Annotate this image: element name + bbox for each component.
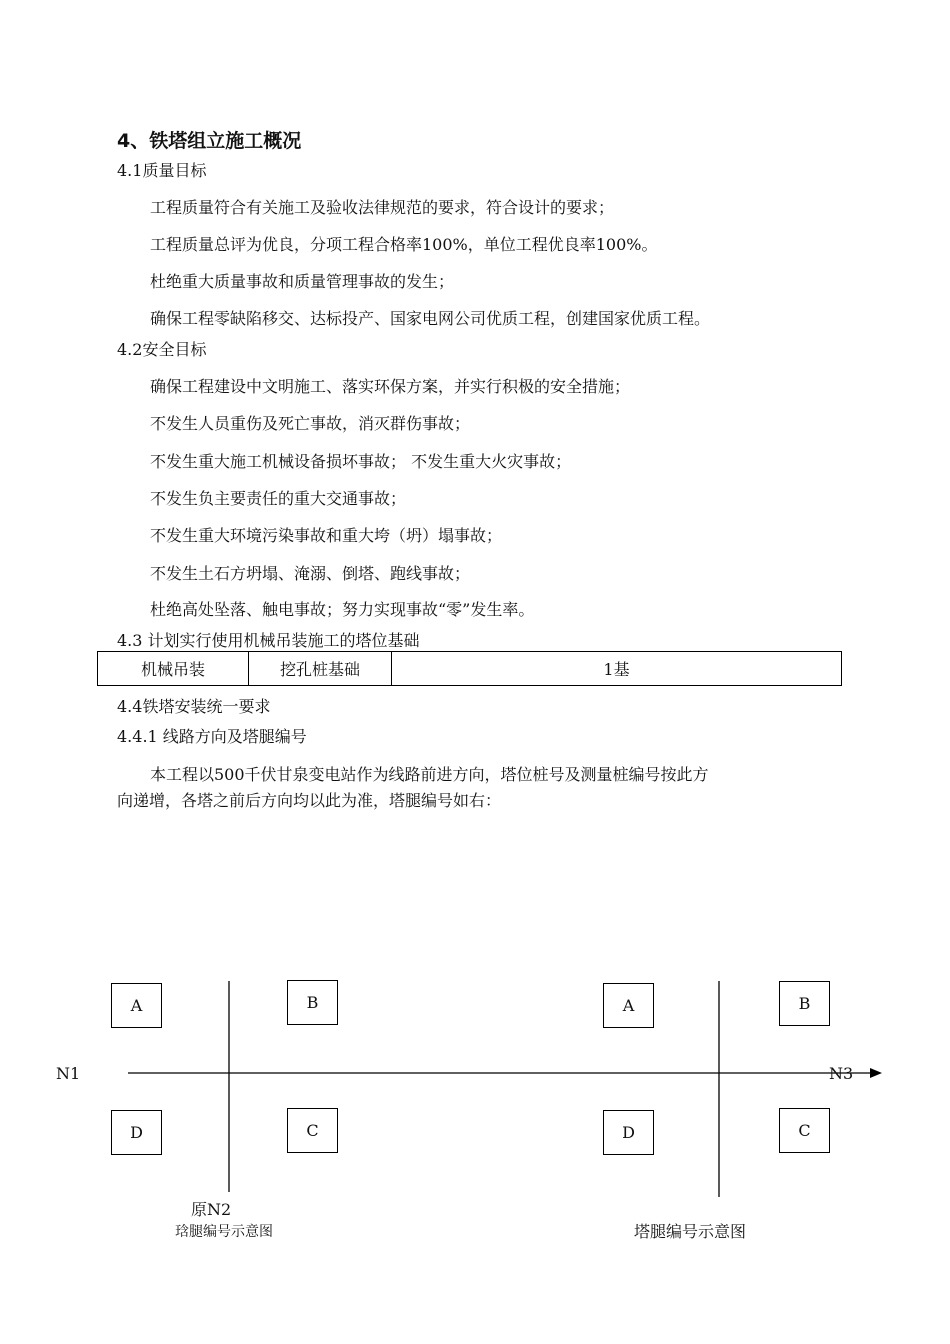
table-cell-method: 机械吊装: [98, 652, 249, 686]
safety-goal-2: 不发生人员重伤及死亡事故，消灭群伤事故；: [150, 414, 471, 433]
table-cell-foundation: 挖孔桩基础: [249, 652, 392, 686]
safety-goal-1: 确保工程建设中文明施工、落实环保方案，并实行积极的安全措施；: [150, 377, 631, 396]
leg-b-left: B: [287, 980, 338, 1025]
leg-c-right: C: [779, 1108, 830, 1153]
direction-paragraph-line2: 向递增，各塔之前后方向均以此为准，塔腿编号如右：: [117, 791, 502, 810]
leg-b-right: B: [779, 981, 830, 1026]
diagram-caption-right: 塔腿编号示意图: [634, 1222, 747, 1241]
section-4-4-1-title: 4.4.1 线路方向及塔腿编号: [117, 727, 307, 746]
section-4-4-title: 4.4铁塔安装统一要求: [117, 697, 271, 716]
quality-goal-1: 工程质量符合有关施工及验收法律规范的要求，符合设计的要求；: [150, 198, 615, 217]
leg-a-left: A: [111, 983, 162, 1028]
section-4-3-title: 4.3 计划实行使用机械吊装施工的塔位基础: [117, 631, 420, 650]
safety-goal-7: 杜绝高处坠落、触电事故；努力实现事故“零”发生率。: [150, 600, 535, 619]
label-n3: N3: [829, 1064, 854, 1083]
quality-goal-4: 确保工程零缺陷移交、达标投产、国家电网公司优质工程，创建国家优质工程。: [150, 309, 711, 328]
direction-paragraph-line1: 本工程以500千伏甘泉变电站作为线路前进方向，塔位桩号及测量桩编号按此方: [150, 765, 709, 784]
leg-c-left: C: [287, 1108, 338, 1153]
quality-goal-3: 杜绝重大质量事故和质量管理事故的发生；: [150, 272, 455, 291]
section-heading: 4、铁塔组立施工概况: [117, 130, 302, 152]
safety-goal-4: 不发生负主要责任的重大交通事故；: [150, 489, 407, 508]
label-original-n2: 原N2: [191, 1200, 232, 1219]
diagram-caption-left: 琀腿编号示意图: [175, 1224, 273, 1240]
quality-goal-2: 工程质量总评为优良，分项工程合格率100%，单位工程优良率100%。: [150, 235, 658, 254]
section-4-2-title: 4.2安全目标: [117, 340, 207, 359]
leg-a-right: A: [603, 983, 654, 1028]
safety-goal-3: 不发生重大施工机械设备损坏事故； 不发生重大火灾事故；: [150, 452, 572, 471]
section-4-1-title: 4.1质量目标: [117, 161, 207, 180]
table-cell-count: 1基: [392, 652, 842, 686]
label-n1: N1: [56, 1064, 81, 1083]
foundation-table: [97, 651, 842, 686]
safety-goal-5: 不发生重大环境污染事故和重大垮（坍）塌事故；: [150, 526, 503, 545]
table-row: [98, 652, 842, 686]
leg-d-right: D: [603, 1110, 654, 1155]
safety-goal-6: 不发生土石方坍塌、淹溺、倒塔、跑线事故；: [150, 564, 471, 583]
leg-d-left: D: [111, 1110, 162, 1155]
direction-arrowhead-icon: [870, 1068, 882, 1078]
